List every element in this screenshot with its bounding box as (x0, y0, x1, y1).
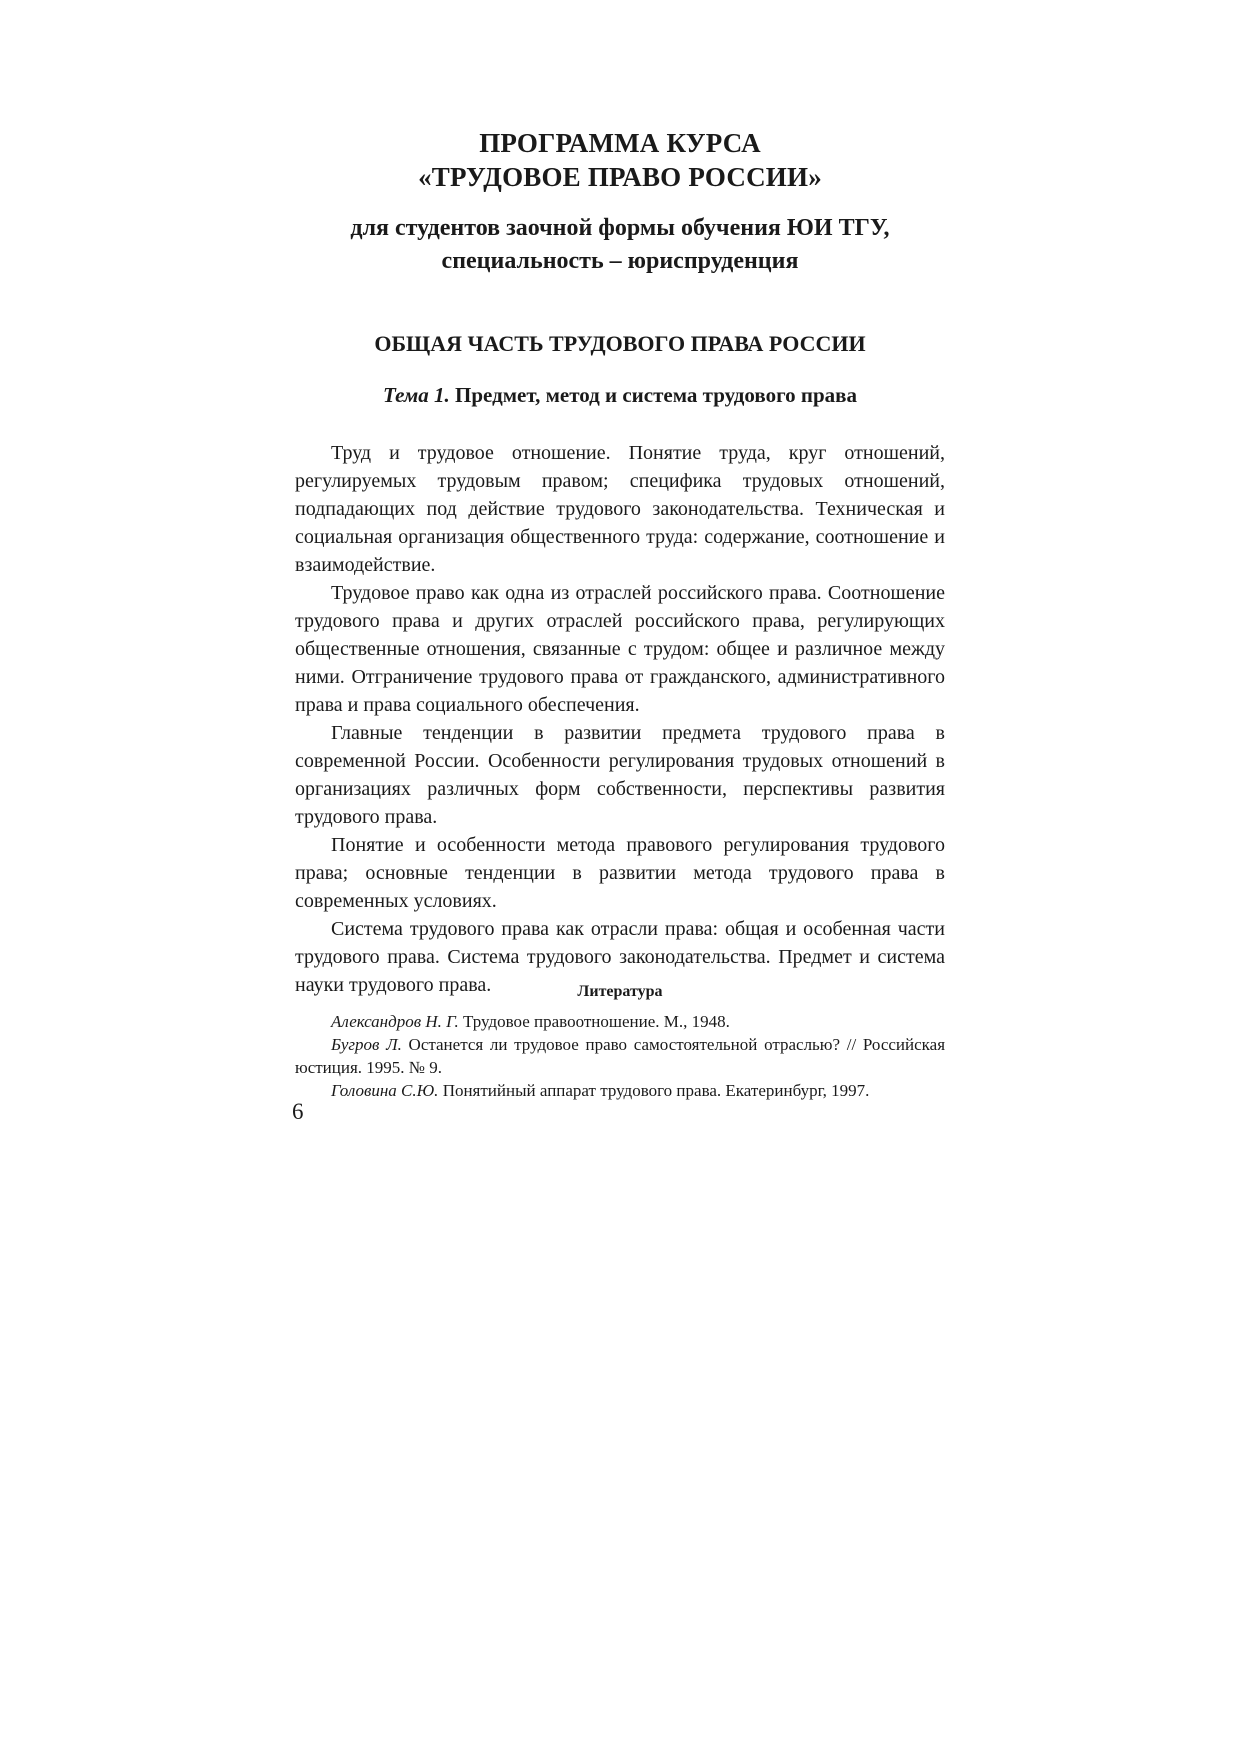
literature-text: Останется ли трудовое право самостоятельной отраслью? // Российская юстиция. 1995. № 9. (295, 1035, 946, 1077)
literature-heading: Литература (577, 983, 663, 1000)
literature-author: Головина С.Ю. (331, 1081, 439, 1100)
literature-text: Трудовое правоотношение. М., 1948. (463, 1012, 730, 1031)
topic-title: Предмет, метод и система трудового права (455, 383, 857, 407)
course-title-line-2: «ТРУДОВОЕ ПРАВО РОССИИ» (418, 162, 822, 192)
literature-item (295, 1079, 945, 1102)
body-text (295, 439, 945, 999)
paragraph: Труд и трудовое отношение. Понятие труда, круг отношений, регулируемых трудовым правом; специфика трудовых отношений, подпадающих под действие трудового законодательства. Техническая и социальная организация общественного труда: содержание, соотношение и взаимодействие. (295, 442, 945, 576)
literature-author: Александров Н. Г. (331, 1012, 459, 1031)
paragraph: Трудовое право как одна из отраслей российского права. Соотношение трудового права и других отраслей российского права, регулирующих общественные отношения, связанные с трудом: общее и различное между ними. Отграничение трудового права от гражданского, административного права и права социального обеспечения. (295, 582, 945, 716)
literature-author: Бугров Л. (331, 1035, 402, 1054)
literature-item (295, 1033, 945, 1079)
title-block (295, 126, 945, 278)
subtitle-block (295, 212, 945, 278)
course-title-line-1: ПРОГРАММА КУРСА (479, 128, 761, 158)
literature-text: Понятийный аппарат трудового права. Екатеринбург, 1997. (442, 1081, 870, 1100)
paragraph: Система трудового права как отрасли права: общая и особенная части трудового права. Система трудового законодательства. Предмет и система науки трудового права. (295, 918, 945, 996)
literature-item (295, 1010, 945, 1033)
literature-list (295, 1010, 945, 1102)
section-heading: ОБЩАЯ ЧАСТЬ ТРУДОВОГО ПРАВА РОССИИ (374, 331, 866, 356)
paragraph: Понятие и особенности метода правового регулирования трудового права; основные тенденции в развитии метода трудового права в современных условиях. (295, 834, 945, 912)
subtitle-line-2: специальность – юриспруденция (441, 248, 799, 274)
subtitle-line-1: для студентов заочной формы обучения ЮИ ТГУ, (350, 215, 890, 241)
page-number: 6 (292, 1099, 304, 1124)
topic-number: Тема 1. (383, 383, 450, 407)
paragraph: Главные тенденции в развитии предмета трудового права в современной России. Особенности регулирования трудовых отношений в организациях различных форм собственности, перспективы развития трудового права. (295, 722, 945, 828)
topic-heading (295, 381, 945, 409)
